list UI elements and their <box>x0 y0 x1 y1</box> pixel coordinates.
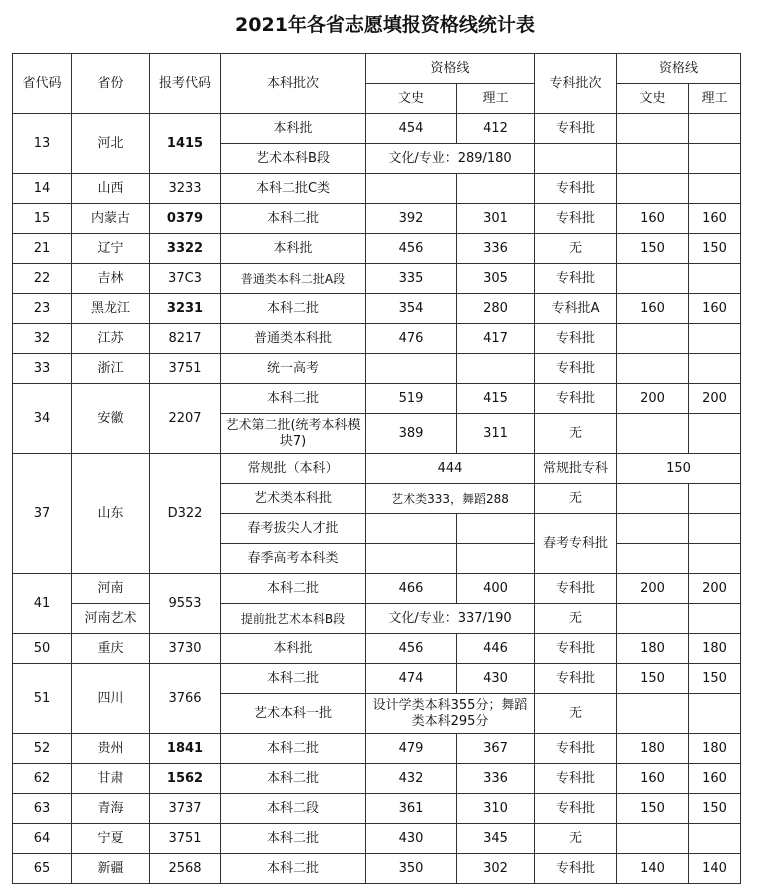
college-arts-score <box>617 324 689 354</box>
college-science-score <box>689 114 741 144</box>
science-score <box>457 174 535 204</box>
college-science-score <box>689 514 741 544</box>
exam-code: 3231 <box>150 294 221 324</box>
undergrad-batch: 春季高考本科类 <box>221 544 366 574</box>
college-batch: 专科批 <box>535 264 617 294</box>
college-science-score: 200 <box>689 384 741 414</box>
exam-code: 3730 <box>150 634 221 664</box>
college-arts-score: 150 <box>617 794 689 824</box>
table-row <box>13 354 741 384</box>
exam-code: 3737 <box>150 794 221 824</box>
table-row <box>13 384 741 414</box>
exam-code: 0379 <box>150 204 221 234</box>
province-code: 62 <box>13 764 72 794</box>
combined-score: 艺术类333，舞蹈288 <box>366 484 535 514</box>
arts-score: 354 <box>366 294 457 324</box>
undergrad-batch: 本科批 <box>221 634 366 664</box>
combined-score: 设计学类本科355分；舞蹈类本科295分 <box>366 694 535 734</box>
college-arts-score <box>617 264 689 294</box>
undergrad-batch: 本科二批 <box>221 384 366 414</box>
undergrad-batch: 本科二段 <box>221 794 366 824</box>
undergrad-batch: 艺术本科B段 <box>221 144 366 174</box>
college-arts-score: 180 <box>617 634 689 664</box>
college-arts-score: 140 <box>617 854 689 884</box>
undergrad-batch: 本科二批 <box>221 824 366 854</box>
table-row <box>13 264 741 294</box>
science-score: 367 <box>457 734 535 764</box>
exam-code: 1841 <box>150 734 221 764</box>
province-code: 34 <box>13 384 72 454</box>
exam-code: 3233 <box>150 174 221 204</box>
college-arts-score <box>617 514 689 544</box>
table-row <box>13 764 741 794</box>
college-batch: 春考专科批 <box>535 514 617 574</box>
province-code: 51 <box>13 664 72 734</box>
college-science-score <box>689 144 741 174</box>
province-name: 辽宁 <box>72 234 150 264</box>
college-science-score <box>689 604 741 634</box>
undergrad-batch: 统一高考 <box>221 354 366 384</box>
province-code: 21 <box>13 234 72 264</box>
college-arts-score: 150 <box>617 234 689 264</box>
table-row <box>13 574 741 604</box>
college-batch: 无 <box>535 604 617 634</box>
college-science-score <box>689 264 741 294</box>
table-row <box>13 114 741 144</box>
header-province: 省份 <box>72 54 150 114</box>
college-science-score: 160 <box>689 764 741 794</box>
college-batch: 常规批专科 <box>535 454 617 484</box>
college-batch: 无 <box>535 414 617 454</box>
undergrad-batch: 普通类本科二批A段 <box>221 264 366 294</box>
undergrad-batch: 本科二批 <box>221 294 366 324</box>
table-row <box>13 174 741 204</box>
college-arts-score: 180 <box>617 734 689 764</box>
province-name: 重庆 <box>72 634 150 664</box>
arts-score: 361 <box>366 794 457 824</box>
header-qualification-line: 资格线 <box>366 54 535 84</box>
college-batch: 专科批 <box>535 764 617 794</box>
science-score: 446 <box>457 634 535 664</box>
combined-score: 文化/专业：337/190 <box>366 604 535 634</box>
college-batch: 专科批 <box>535 354 617 384</box>
college-science-score: 140 <box>689 854 741 884</box>
college-arts-score <box>617 824 689 854</box>
province-name: 安徽 <box>72 384 150 454</box>
arts-score <box>366 544 457 574</box>
province-code: 63 <box>13 794 72 824</box>
college-arts-score <box>617 354 689 384</box>
college-science-score <box>689 324 741 354</box>
exam-code: 2207 <box>150 384 221 454</box>
college-batch: 专科批 <box>535 634 617 664</box>
combined-score: 文化/专业：289/180 <box>366 144 535 174</box>
table-row <box>13 324 741 354</box>
exam-code: 9553 <box>150 574 221 634</box>
college-batch: 专科批 <box>535 574 617 604</box>
arts-score: 479 <box>366 734 457 764</box>
college-arts-score <box>617 604 689 634</box>
province-name: 内蒙古 <box>72 204 150 234</box>
college-arts-score: 160 <box>617 204 689 234</box>
table-row <box>13 204 741 234</box>
undergrad-batch: 本科二批 <box>221 204 366 234</box>
undergrad-batch: 本科二批 <box>221 734 366 764</box>
college-batch: 无 <box>535 694 617 734</box>
arts-score: 430 <box>366 824 457 854</box>
arts-score: 389 <box>366 414 457 454</box>
province-code: 23 <box>13 294 72 324</box>
province-code: 32 <box>13 324 72 354</box>
college-batch: 专科批 <box>535 204 617 234</box>
arts-score: 519 <box>366 384 457 414</box>
province-code: 41 <box>13 574 72 634</box>
table-row <box>13 734 741 764</box>
college-science-score <box>689 414 741 454</box>
header-province-code: 省代码 <box>13 54 72 114</box>
undergrad-batch: 本科二批 <box>221 764 366 794</box>
science-score: 280 <box>457 294 535 324</box>
exam-code: 2568 <box>150 854 221 884</box>
college-arts-score: 150 <box>617 664 689 694</box>
college-arts-score: 160 <box>617 764 689 794</box>
table-row <box>13 854 741 884</box>
table-row <box>13 664 741 694</box>
exam-code: 1415 <box>150 114 221 174</box>
table-row <box>13 234 741 264</box>
province-code: 50 <box>13 634 72 664</box>
province-code: 37 <box>13 454 72 574</box>
college-combined-score: 150 <box>617 454 741 484</box>
college-arts-score <box>617 174 689 204</box>
college-arts-score <box>617 144 689 174</box>
page-title: 2021年各省志愿填报资格线统计表 <box>235 14 535 36</box>
header-college-qualification-line: 资格线 <box>617 54 741 84</box>
undergrad-batch: 本科批 <box>221 234 366 264</box>
province-name: 新疆 <box>72 854 150 884</box>
science-score <box>457 544 535 574</box>
province-name: 浙江 <box>72 354 150 384</box>
header-college-batch: 专科批次 <box>535 54 617 114</box>
science-score: 311 <box>457 414 535 454</box>
science-score: 336 <box>457 764 535 794</box>
province-name: 四川 <box>72 664 150 734</box>
college-science-score <box>689 174 741 204</box>
college-science-score <box>689 694 741 734</box>
arts-score: 466 <box>366 574 457 604</box>
header-exam-code: 报考代码 <box>150 54 221 114</box>
college-science-score: 150 <box>689 794 741 824</box>
province-code: 13 <box>13 114 72 174</box>
science-score: 412 <box>457 114 535 144</box>
arts-score: 392 <box>366 204 457 234</box>
college-arts-score: 200 <box>617 574 689 604</box>
undergrad-batch: 本科二批 <box>221 574 366 604</box>
science-score: 310 <box>457 794 535 824</box>
college-batch: 无 <box>535 824 617 854</box>
college-science-score: 180 <box>689 634 741 664</box>
undergrad-batch: 本科二批C类 <box>221 174 366 204</box>
header-science: 理工 <box>457 84 535 114</box>
exam-code: 3766 <box>150 664 221 734</box>
arts-score: 350 <box>366 854 457 884</box>
combined-score: 444 <box>366 454 535 484</box>
undergrad-batch: 常规批（本科） <box>221 454 366 484</box>
undergrad-batch: 艺术本科一批 <box>221 694 366 734</box>
college-arts-score: 160 <box>617 294 689 324</box>
college-batch: 专科批 <box>535 794 617 824</box>
province-code: 64 <box>13 824 72 854</box>
table-row <box>13 294 741 324</box>
province-name: 江苏 <box>72 324 150 354</box>
undergrad-batch: 春考拔尖人才批 <box>221 514 366 544</box>
province-name: 黑龙江 <box>72 294 150 324</box>
college-science-score <box>689 484 741 514</box>
college-arts-score <box>617 544 689 574</box>
exam-code: 37C3 <box>150 264 221 294</box>
college-arts-score <box>617 484 689 514</box>
college-science-score: 200 <box>689 574 741 604</box>
college-science-score: 160 <box>689 204 741 234</box>
college-science-score: 150 <box>689 664 741 694</box>
table-row <box>13 824 741 854</box>
province-code: 33 <box>13 354 72 384</box>
arts-score: 474 <box>366 664 457 694</box>
college-arts-score <box>617 694 689 734</box>
header-undergrad-batch: 本科批次 <box>221 54 366 114</box>
province-name: 贵州 <box>72 734 150 764</box>
table-row <box>13 454 741 484</box>
college-batch: 专科批 <box>535 174 617 204</box>
province-name: 河北 <box>72 114 150 174</box>
undergrad-batch: 本科二批 <box>221 854 366 884</box>
college-arts-score <box>617 114 689 144</box>
science-score: 400 <box>457 574 535 604</box>
college-batch: 专科批 <box>535 664 617 694</box>
exam-code: 1562 <box>150 764 221 794</box>
table-row <box>13 604 741 634</box>
college-batch: 无 <box>535 234 617 264</box>
exam-code: 3751 <box>150 824 221 854</box>
arts-score: 335 <box>366 264 457 294</box>
college-batch: 专科批A <box>535 294 617 324</box>
college-batch: 专科批 <box>535 324 617 354</box>
college-science-score <box>689 354 741 384</box>
science-score: 302 <box>457 854 535 884</box>
header-college-science: 理工 <box>689 84 741 114</box>
college-batch: 专科批 <box>535 734 617 764</box>
exam-code: 8217 <box>150 324 221 354</box>
exam-code: D322 <box>150 454 221 574</box>
college-arts-score <box>617 414 689 454</box>
arts-score <box>366 514 457 544</box>
arts-score: 476 <box>366 324 457 354</box>
header-college-arts: 文史 <box>617 84 689 114</box>
undergrad-batch: 普通类本科批 <box>221 324 366 354</box>
table-row <box>13 634 741 664</box>
qualification-table <box>12 53 741 884</box>
college-arts-score: 200 <box>617 384 689 414</box>
arts-score: 456 <box>366 634 457 664</box>
province-code: 52 <box>13 734 72 764</box>
province-name: 甘肃 <box>72 764 150 794</box>
arts-score: 432 <box>366 764 457 794</box>
college-batch: 无 <box>535 484 617 514</box>
college-science-score <box>689 824 741 854</box>
exam-code: 3751 <box>150 354 221 384</box>
arts-score: 454 <box>366 114 457 144</box>
undergrad-batch: 提前批艺术本科B段 <box>221 604 366 634</box>
science-score: 417 <box>457 324 535 354</box>
table-row <box>13 794 741 824</box>
college-science-score: 150 <box>689 234 741 264</box>
undergrad-batch: 艺术类本科批 <box>221 484 366 514</box>
college-science-score: 160 <box>689 294 741 324</box>
science-score: 305 <box>457 264 535 294</box>
science-score: 336 <box>457 234 535 264</box>
arts-score: 456 <box>366 234 457 264</box>
province-code: 22 <box>13 264 72 294</box>
province-name: 山西 <box>72 174 150 204</box>
province-name: 河南 <box>72 574 150 604</box>
undergrad-batch: 艺术第二批(统考本科模块7) <box>221 414 366 454</box>
province-name: 山东 <box>72 454 150 574</box>
science-score: 345 <box>457 824 535 854</box>
science-score <box>457 514 535 544</box>
science-score: 415 <box>457 384 535 414</box>
college-batch <box>535 144 617 174</box>
province-name: 河南艺术 <box>72 604 150 634</box>
science-score: 430 <box>457 664 535 694</box>
province-name: 青海 <box>72 794 150 824</box>
exam-code: 3322 <box>150 234 221 264</box>
arts-score <box>366 354 457 384</box>
college-batch: 专科批 <box>535 384 617 414</box>
province-code: 65 <box>13 854 72 884</box>
undergrad-batch: 本科批 <box>221 114 366 144</box>
province-code: 14 <box>13 174 72 204</box>
science-score <box>457 354 535 384</box>
arts-score <box>366 174 457 204</box>
college-batch: 专科批 <box>535 114 617 144</box>
header-row <box>13 54 741 84</box>
science-score: 301 <box>457 204 535 234</box>
college-science-score: 180 <box>689 734 741 764</box>
college-science-score <box>689 544 741 574</box>
province-name: 吉林 <box>72 264 150 294</box>
province-code: 15 <box>13 204 72 234</box>
undergrad-batch: 本科二批 <box>221 664 366 694</box>
college-batch: 专科批 <box>535 854 617 884</box>
header-arts: 文史 <box>366 84 457 114</box>
province-name: 宁夏 <box>72 824 150 854</box>
